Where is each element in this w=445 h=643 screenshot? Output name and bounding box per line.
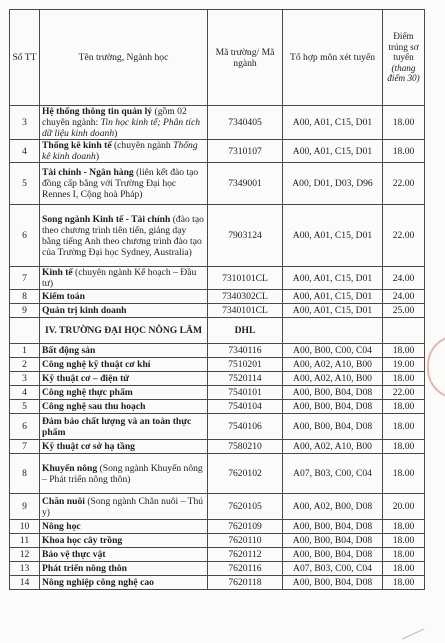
program-name-segment: Công nghệ thực phẩm	[42, 387, 133, 398]
program-name-segment: (Song ngành Khuyến nông – Phát triển nông thôn)	[42, 462, 203, 485]
row-score	[383, 318, 425, 344]
header-combo: Tổ hợp môn xét tuyển	[283, 10, 383, 106]
row-combo: A00, B00, C00, C04	[283, 344, 383, 358]
row-program-name	[40, 386, 208, 400]
section-code: DHL	[208, 318, 283, 344]
table-row	[10, 267, 425, 290]
row-score: 18.00	[383, 140, 425, 163]
row-combo: A00, B00, B04, D08	[283, 386, 383, 400]
program-name-segment: Phát triển nông thôn	[42, 563, 128, 574]
row-score: 22.00	[383, 163, 425, 205]
program-name-segment: Thống kê kinh tế	[42, 140, 112, 151]
row-code: 7340405	[208, 106, 283, 140]
row-stt: 11	[10, 534, 40, 548]
row-score: 18.00	[383, 576, 425, 590]
table-row	[10, 304, 425, 318]
row-combo: A00, A01, C15, D01	[283, 290, 383, 304]
row-score: 18.00	[383, 372, 425, 386]
row-code: 7349001	[208, 163, 283, 205]
header-code: Mã trường/ Mã ngành	[208, 10, 283, 106]
program-name-segment: (chuyên ngành	[111, 140, 174, 151]
row-stt: 4	[10, 386, 40, 400]
program-name-segment: Khuyến nông	[42, 462, 98, 474]
table-row	[10, 400, 425, 414]
table-row	[10, 205, 425, 267]
row-code: 7540106	[208, 414, 283, 440]
row-code: 7340101CL	[208, 304, 283, 318]
table-row	[10, 290, 425, 304]
row-program-name	[40, 290, 208, 304]
section-row	[10, 318, 425, 344]
row-code: 7540104	[208, 400, 283, 414]
row-combo: A00, A02, A10, B00	[283, 440, 383, 454]
table-row	[10, 106, 425, 140]
row-program-name	[40, 267, 208, 290]
row-stt: 12	[10, 548, 40, 562]
header-score-main: Điểm trúng sơ tuyển	[388, 31, 419, 63]
program-name-segment: )	[114, 128, 118, 139]
program-name-segment: Tin học kinh tế; Phân tích dữ liệu kinh doanh	[42, 117, 201, 139]
row-program-name	[40, 358, 208, 372]
row-combo: A00, A01, C15, D01	[283, 140, 383, 163]
row-program-name	[40, 414, 208, 440]
table-row	[10, 548, 425, 562]
row-code: 7620110	[208, 534, 283, 548]
row-program-name	[40, 140, 208, 163]
row-program-name	[40, 344, 208, 358]
row-stt: 1	[10, 344, 40, 358]
row-program-name	[40, 372, 208, 386]
table-row	[10, 414, 425, 440]
row-code: 7620109	[208, 520, 283, 534]
row-score: 18.00	[383, 106, 425, 140]
program-name-segment: Song ngành Kinh tế - Tài chính	[42, 213, 171, 225]
row-stt: 5	[10, 400, 40, 414]
row-program-name	[40, 106, 208, 140]
table-row	[10, 344, 425, 358]
row-combo: A00, D01, D03, D96	[283, 163, 383, 205]
program-name-segment: Khoa học cây trồng	[42, 535, 123, 546]
table-row	[10, 440, 425, 454]
row-combo: A00, A02, B00, D08	[283, 494, 383, 520]
program-name-segment: Công nghệ kỹ thuật cơ khí	[42, 359, 151, 370]
table-row	[10, 562, 425, 576]
row-stt: 14	[10, 576, 40, 590]
row-stt: 9	[10, 304, 40, 318]
program-name-segment: Nông học	[42, 521, 81, 532]
row-program-name	[40, 494, 208, 520]
table-row	[10, 140, 425, 163]
row-combo: A07, B03, C00, C04	[283, 562, 383, 576]
table-header-row	[10, 10, 425, 106]
program-name-segment: Kinh tế	[42, 267, 73, 278]
row-program-name	[40, 520, 208, 534]
program-name-segment: Kỹ thuật cơ sở hạ tầng	[42, 441, 135, 452]
row-score: 18.00	[383, 534, 425, 548]
row-combo: A00, B00, B04, D08	[283, 548, 383, 562]
header-score	[383, 10, 425, 106]
signature-mark	[398, 619, 424, 639]
row-combo: A00, B00, B04, D08	[283, 400, 383, 414]
table-row	[10, 358, 425, 372]
row-code: 7340302CL	[208, 290, 283, 304]
row-program-name	[40, 562, 208, 576]
program-name-segment: Đảm bảo chất lượng và an toàn thực phẩm	[42, 415, 192, 438]
row-combo: A00, A02, A10, B00	[283, 358, 383, 372]
header-score-note: (thang điểm 30)	[387, 62, 420, 84]
row-stt: 6	[10, 205, 40, 267]
row-code: 7620116	[208, 562, 283, 576]
program-name-segment: Bất động sản	[42, 345, 96, 356]
row-combo: A00, B00, B04, D08	[283, 576, 383, 590]
row-combo: A00, B00, B04, D08	[283, 534, 383, 548]
row-code: 7620118	[208, 576, 283, 590]
row-score: 18.00	[383, 400, 425, 414]
table-row	[10, 494, 425, 520]
row-code: 7580210	[208, 440, 283, 454]
row-score: 22.00	[383, 205, 425, 267]
row-stt: 7	[10, 267, 40, 290]
row-score: 25.00	[383, 304, 425, 318]
table-row	[10, 372, 425, 386]
program-name-segment: Chăn nuôi	[42, 495, 85, 507]
program-name-segment: (Song ngành Chăn nuôi – Thú y)	[42, 495, 204, 518]
row-stt: 9	[10, 494, 40, 520]
table-row	[10, 163, 425, 205]
row-stt: 10	[10, 520, 40, 534]
row-score: 18.00	[383, 562, 425, 576]
row-code: 7620112	[208, 548, 283, 562]
row-program-name	[40, 454, 208, 494]
row-program-name	[40, 576, 208, 590]
row-program-name	[40, 534, 208, 548]
row-combo: A00, A01, C15, D01	[283, 304, 383, 318]
row-stt: 4	[10, 140, 40, 163]
row-stt: 13	[10, 562, 40, 576]
row-code: 7540101	[208, 386, 283, 400]
row-score: 22.00	[383, 386, 425, 400]
row-stt: 8	[10, 290, 40, 304]
row-score: 18.00	[383, 520, 425, 534]
row-code: 7310107	[208, 140, 283, 163]
row-combo: A00, A01, C15, D01	[283, 106, 383, 140]
table-body	[10, 106, 425, 590]
row-score: 24.00	[383, 267, 425, 290]
program-name-segment: (liên kết đào tạo đồng cấp bằng với Trường Đại học Rennes I, Cộng hoà Pháp)	[42, 167, 199, 200]
row-stt: 8	[10, 454, 40, 494]
row-program-name	[40, 205, 208, 267]
table-row	[10, 520, 425, 534]
row-program-name	[40, 163, 208, 205]
row-program-name	[40, 304, 208, 318]
program-name-segment: )	[95, 151, 100, 162]
table-row	[10, 386, 425, 400]
row-program-name	[40, 548, 208, 562]
row-score: 18.00	[383, 440, 425, 454]
program-name-segment: (đào tạo theo chương trình tiên tiến, giảng dạy bằng tiếng Anh theo chương trình đào tạo của Trường Đại học Sydney, Australia)	[42, 213, 204, 258]
red-stamp-seal	[427, 335, 445, 399]
program-name-segment: (chuyên ngành Kế hoạch – Đầu tư)	[42, 267, 197, 289]
row-program-name	[40, 440, 208, 454]
section-title: IV. TRƯỜNG ĐẠI HỌC NÔNG LÂM	[40, 318, 208, 344]
header-stt: Số TT	[10, 10, 40, 106]
program-name-segment: Bảo vệ thực vật	[42, 549, 106, 560]
row-code: 7620102	[208, 454, 283, 494]
row-code: 7620105	[208, 494, 283, 520]
program-name-segment: Hệ thống thông tin quản lý	[42, 106, 153, 117]
row-combo: A00, B00, B04, D08	[283, 520, 383, 534]
program-name-segment: (gồm 02 chuyên ngành:	[42, 106, 187, 128]
row-score: 24.00	[383, 290, 425, 304]
row-stt: 5	[10, 163, 40, 205]
row-combo	[283, 318, 383, 344]
row-code: 7310101CL	[208, 267, 283, 290]
program-name-segment: Quản trị kinh doanh	[42, 305, 127, 316]
row-stt: 6	[10, 414, 40, 440]
table-row	[10, 576, 425, 590]
row-combo: A07, B03, C00, C04	[283, 454, 383, 494]
row-score: 18.00	[383, 548, 425, 562]
row-score: 18.00	[383, 454, 425, 494]
row-score: 18.00	[383, 414, 425, 440]
table-row	[10, 454, 425, 494]
program-name-segment: Công nghệ sau thu hoạch	[42, 401, 146, 412]
row-stt: 3	[10, 106, 40, 140]
row-combo: A00, A02, A10, B00	[283, 372, 383, 386]
row-stt: 2	[10, 358, 40, 372]
admission-table	[9, 9, 425, 590]
row-code: 7903124	[208, 205, 283, 267]
row-code: 7510201	[208, 358, 283, 372]
program-name-segment: Kỹ thuật cơ – điện tử	[42, 373, 130, 384]
row-stt: 7	[10, 440, 40, 454]
row-combo: A00, A01, C15, D01	[283, 267, 383, 290]
program-name-segment: Kiểm toán	[42, 291, 85, 302]
row-program-name	[40, 400, 208, 414]
row-combo: A00, A01, C15, D01	[283, 205, 383, 267]
row-score: 19.00	[383, 358, 425, 372]
row-stt	[10, 318, 40, 344]
row-code: 7340116	[208, 344, 283, 358]
row-score: 18.00	[383, 344, 425, 358]
program-name-segment: Nông nghiệp công nghệ cao	[42, 577, 154, 588]
row-stt: 3	[10, 372, 40, 386]
program-name-segment: Tài chính - Ngân hàng	[42, 167, 134, 178]
program-name-segment: Thống kê kinh doanh	[42, 140, 198, 162]
table-row	[10, 534, 425, 548]
row-code: 7520114	[208, 372, 283, 386]
row-score: 20.00	[383, 494, 425, 520]
header-name: Tên trường, Ngành học	[40, 10, 208, 106]
row-combo: A00, B00, B04, D08	[283, 414, 383, 440]
